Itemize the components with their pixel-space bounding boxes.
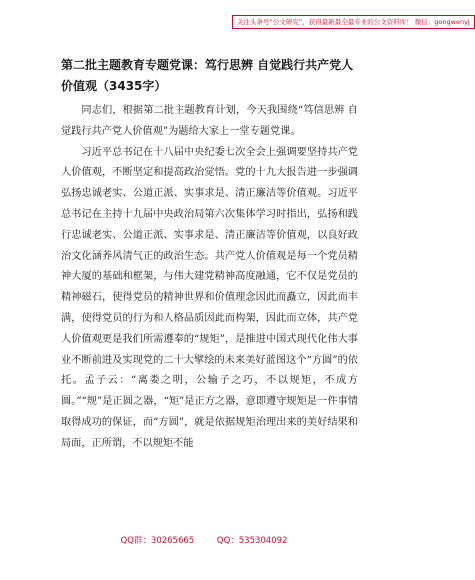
document-title: 第二批主题教育专题党课：笃行思辨 自觉践行共产党人价值观（3435字）	[61, 58, 354, 93]
paragraph-body: 习近平总书记在十八届中央纪委七次全会上强调要坚持共产党人价值观，不断坚定和提高政治觉悟。党的十九大报告进一步强调弘扬忠诚老实、公道正派、实事求是、清正廉洁等价值观。习近平总书记在主持十九届中央政治局第六次集体学习时指出，弘扬和践行忠诚老实、公道正派、实事求是、清正廉洁等价值观，以良好政治文化涵养风清气正的政治生态。共产党人价值观是每一个党员精神大厦的基础和框架，与伟大建党精神高度融通，它不仅是党员的精神磁石，使得党员的精神世界和价值理念因此而矗立，因此而丰满，使得党员的行为和人格品质因此而构架，因此而立体，共产党人价值观更是我们所需遵奉的“规矩”，是推进中国式现代化伟大事业不断前进及实现党的二十大擘绘的未来美好蓝图这个“方圆”的依托。孟子云：“离娄之明，公输子之巧，不以规矩，不成方圆。”“规”是正圆之器，“矩”是正方之器，意即遵守规矩是一件事情取得成功的保证，而“方圆”，就是依据规矩治理出来的美好结果和局面，正所谓，不以规矩不能	[61, 146, 358, 449]
document-page	[61, 55, 358, 455]
paragraph-intro: 同志们，根据第二批主题教育计划，今天我围绕“笃信思辨 自觉践行共产党人价值观”为题给大家上一堂专题党课。	[61, 105, 358, 137]
footer-qq: QQ：535304092	[216, 536, 288, 546]
footer-contact	[0, 534, 408, 546]
header-banner: 关注头条号“公文研究”，获得最新最全最专业的公文资料库！ 微信：gongwenyj	[232, 15, 475, 29]
footer-qq-group: QQ群：30265665	[120, 536, 195, 546]
